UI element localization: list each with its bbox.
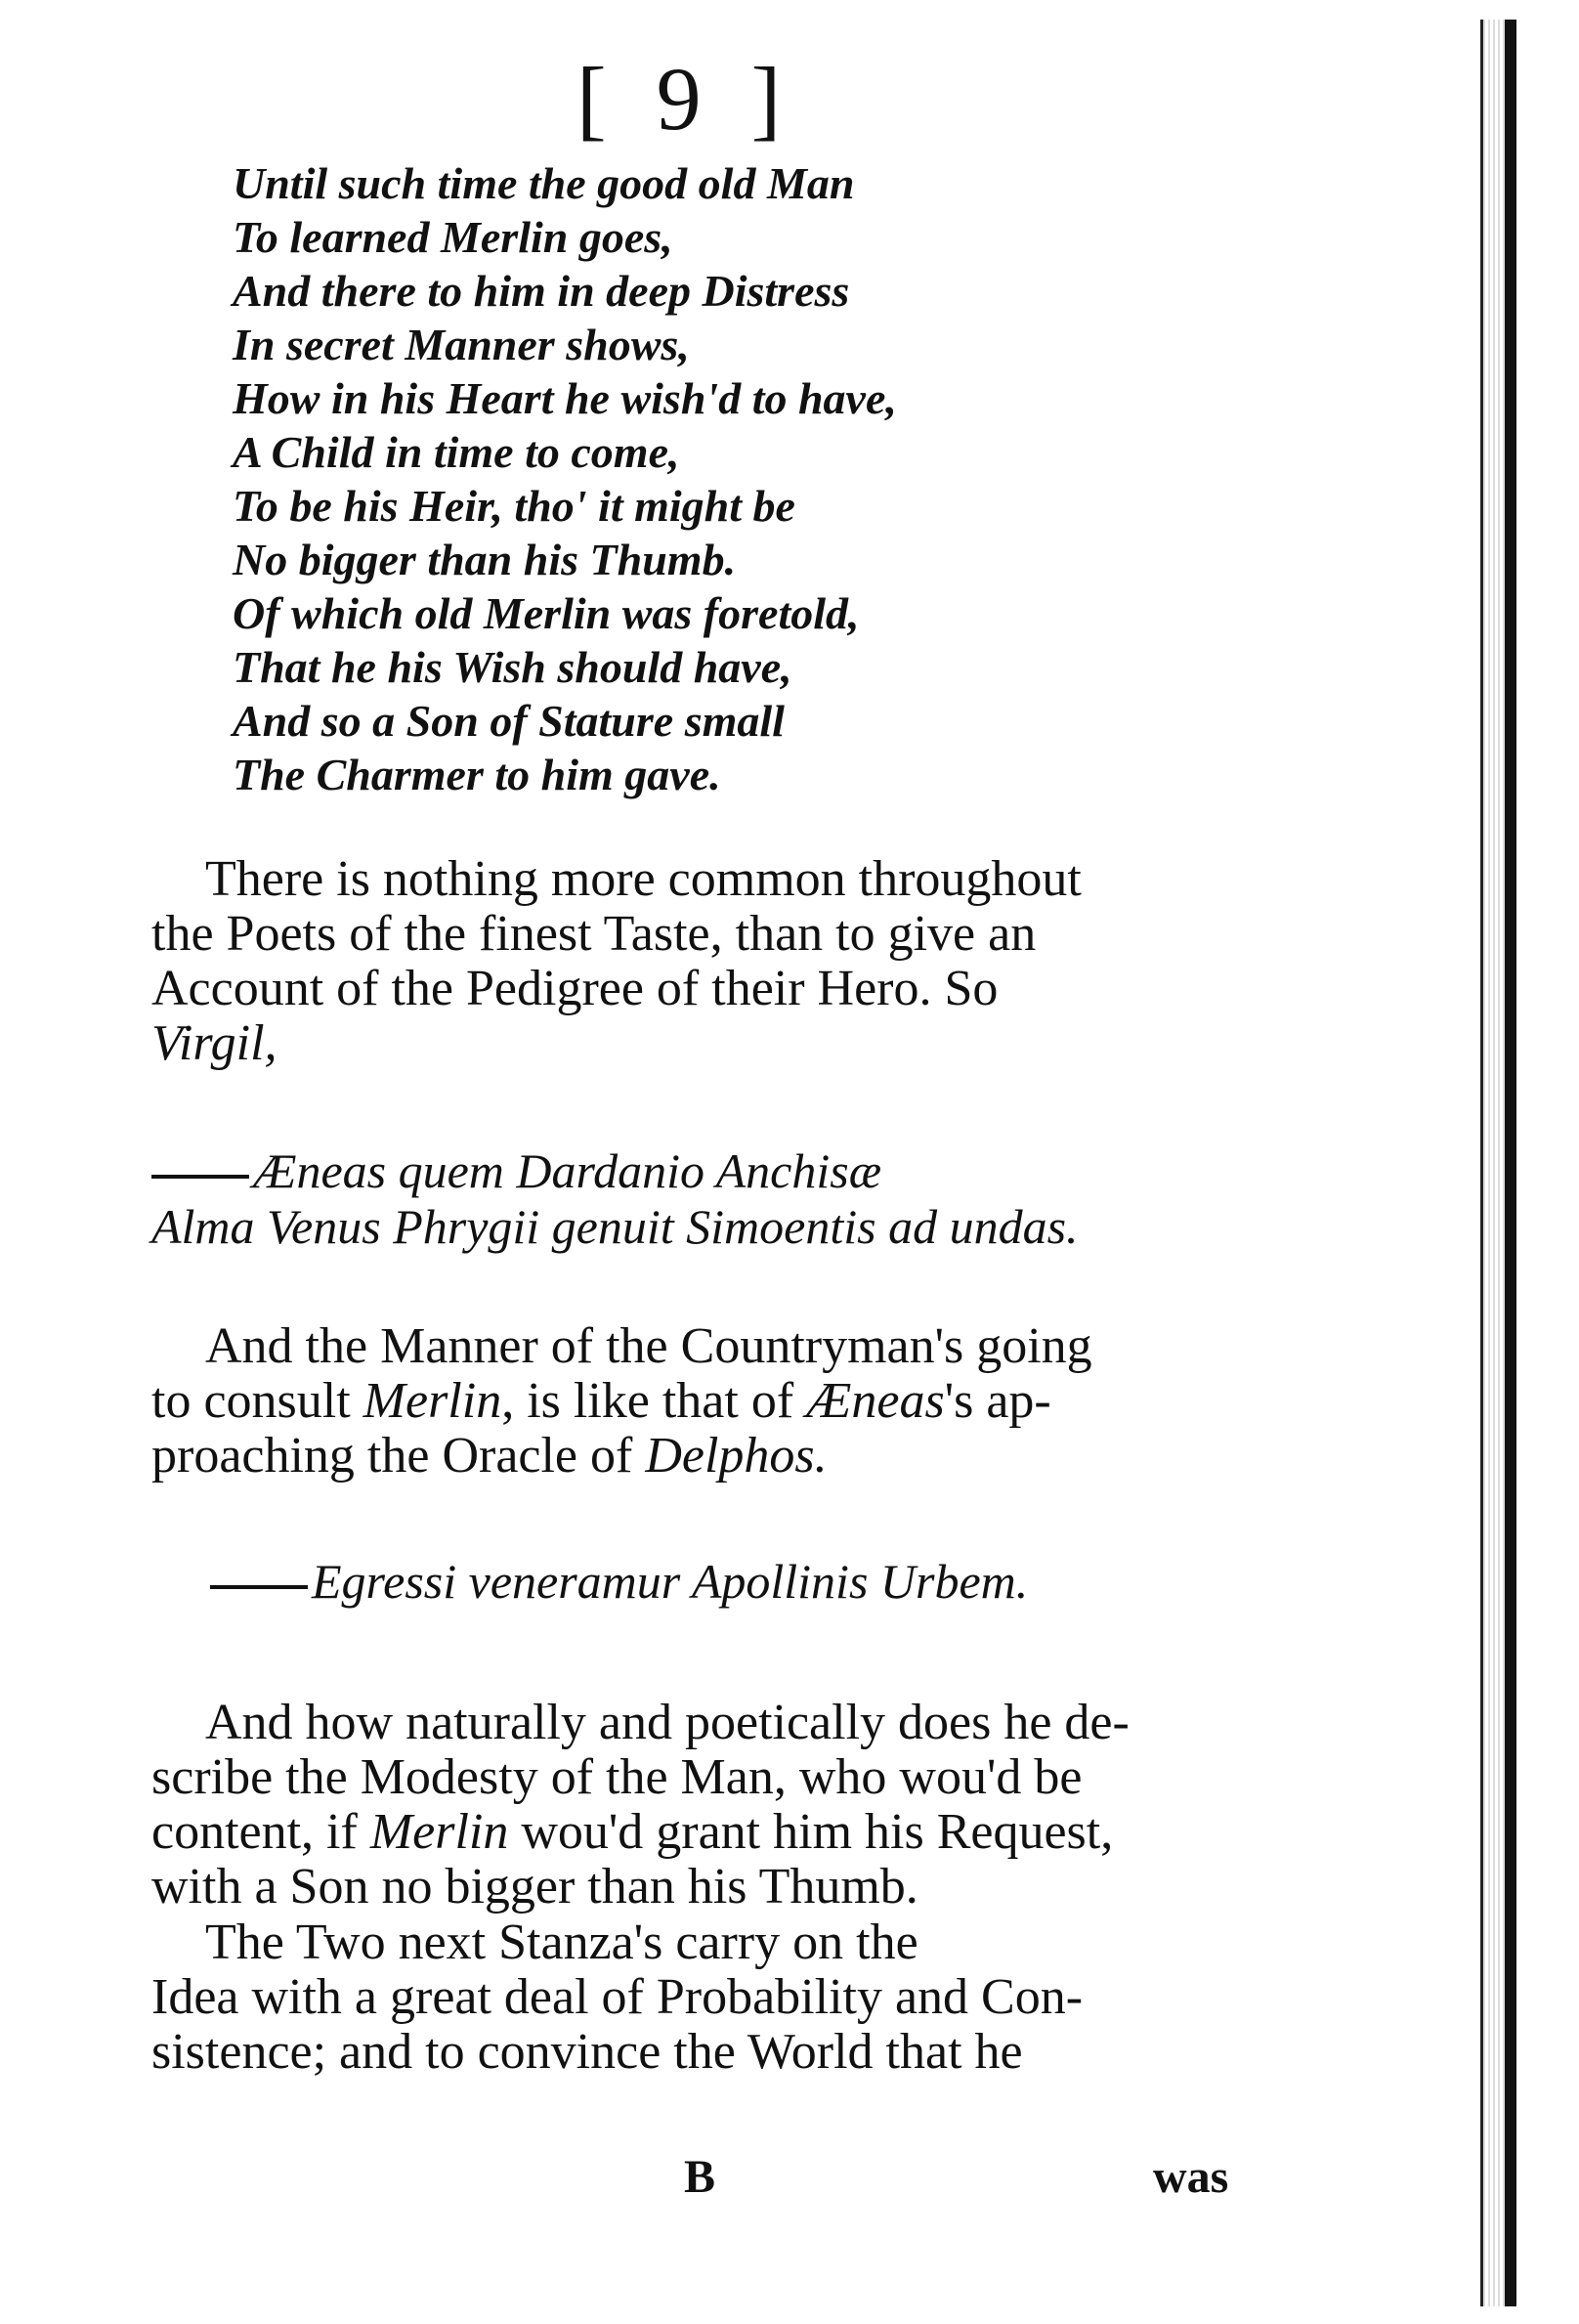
text-line: the Poets of the finest Taste, than to give an: [151, 906, 1037, 962]
poem-line: No bigger than his Thumb.: [233, 535, 737, 584]
text-line: There is nothing more common throughout: [205, 851, 1082, 907]
signature-mark: B: [684, 2151, 716, 2203]
text-line: sistence; and to convince the World that he: [151, 2024, 1023, 2080]
poem-line: To learned Merlin goes,: [233, 212, 673, 262]
poem-stanza: [233, 156, 1073, 801]
text-line: scribe the Modesty of the Man, who wou'd be: [151, 1749, 1083, 1805]
em-dash-rule: [151, 1175, 249, 1179]
paragraph-stanzas: [151, 1915, 1212, 2080]
poem-line: And so a Son of Stature small: [233, 696, 785, 746]
text-line: to consult Merlin, is like that of Æneas's ap-: [151, 1373, 1051, 1429]
page-number: [ 9 ]: [576, 49, 795, 149]
paragraph-pedigree: [151, 852, 1212, 1071]
text-line: Idea with a great deal of Probability and Con-: [151, 1969, 1084, 2025]
em-dash-rule: [210, 1585, 308, 1589]
latin-quote-virgil: [151, 1143, 1226, 1255]
latin-quote-apollo: Egressi veneramur Apollinis Urbem.: [210, 1554, 1285, 1610]
poem-line: Of which old Merlin was foretold,: [233, 588, 860, 638]
poem-line: The Charmer to him gave.: [233, 750, 721, 799]
paragraph-modesty: [151, 1696, 1212, 1915]
poem-line: To be his Heir, tho' it might be: [233, 481, 795, 531]
quote-line: Æneas quem Dardanio Anchisæ: [151, 1143, 1226, 1199]
poem-line: How in his Heart he wish'd to have,: [233, 373, 897, 423]
text-line: with a Son no bigger than his Thumb.: [151, 1859, 918, 1915]
poem-line: And there to him in deep Distress: [233, 266, 850, 316]
text-line: Virgil,: [151, 1015, 277, 1071]
text-line: proaching the Oracle of Delphos.: [151, 1428, 828, 1484]
text-line: And the Manner of the Countryman's going: [205, 1318, 1092, 1374]
quote-line: Alma Venus Phrygii genuit Simoentis ad undas.: [151, 1199, 1079, 1254]
poem-line: In secret Manner shows,: [233, 320, 690, 369]
text-line: content, if Merlin wou'd grant him his Request,: [151, 1804, 1114, 1860]
book-spine-edge: [1480, 20, 1516, 2306]
poem-line: A Child in time to come,: [233, 427, 680, 477]
text-line: Account of the Pedigree of their Hero. So: [151, 961, 999, 1016]
text-line: The Two next Stanza's carry on the: [205, 1915, 918, 1970]
poem-line: That he his Wish should have,: [233, 642, 792, 692]
poem-line: Until such time the good old Man: [233, 158, 855, 208]
paragraph-countryman: [151, 1319, 1212, 1484]
text-line: And how naturally and poetically does he de-: [205, 1695, 1130, 1750]
catchword: was: [1153, 2151, 1229, 2203]
